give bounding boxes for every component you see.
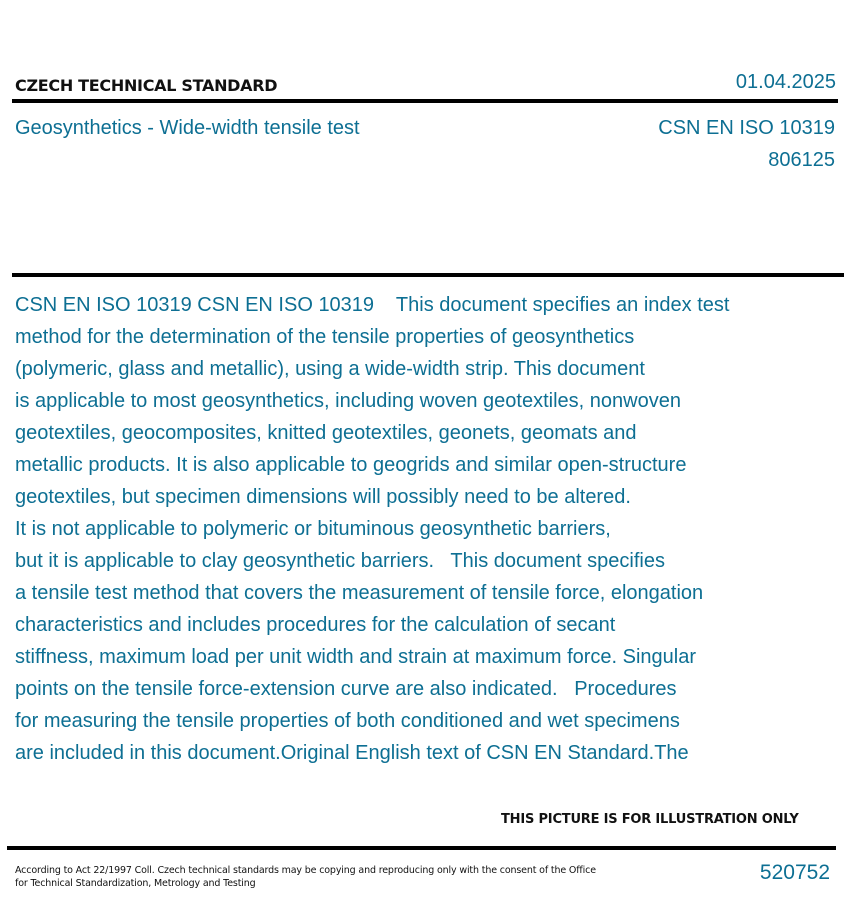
abstract-line: geotextiles, but specimen dimensions will possibly need to be altered.	[15, 486, 631, 508]
abstract-line: points on the tensile force-extension curve are also indicated. Procedures	[15, 678, 677, 700]
abstract-line: a tensile test method that covers the measurement of tensile force, elongation	[15, 582, 704, 604]
copyright-note-line: for Technical Standardization, Metrology and Testing	[15, 878, 256, 889]
footer-divider	[7, 846, 836, 850]
illustration-disclaimer: THIS PICTURE IS FOR ILLUSTRATION ONLY	[501, 812, 799, 827]
section-divider	[12, 273, 844, 277]
top-divider	[12, 99, 838, 103]
document-title: Geosynthetics - Wide-width tensile test	[15, 117, 360, 139]
abstract-line: geotextiles, geocomposites, knitted geotextiles, geonets, geomats and	[15, 422, 637, 444]
copyright-note-line: According to Act 22/1997 Coll. Czech technical standards may be copying and reproducing only with the consent of the Office	[15, 865, 596, 876]
abstract-line: stiffness, maximum load per unit width and strain at maximum force. Singular	[15, 646, 697, 668]
abstract-text	[15, 289, 815, 769]
catalog-number: 806125	[768, 149, 835, 171]
abstract-line: CSN EN ISO 10319 CSN EN ISO 10319 This document specifies an index test	[15, 294, 730, 316]
abstract-line: is applicable to most geosynthetics, including woven geotextiles, nonwoven	[15, 390, 681, 412]
abstract-line: but it is applicable to clay geosynthetic barriers. This document specifies	[15, 550, 665, 572]
issue-date: 01.04.2025	[735, 71, 836, 93]
abstract-line: It is not applicable to polymeric or bituminous geosynthetic barriers,	[15, 518, 611, 540]
abstract-line: for measuring the tensile properties of both conditioned and wet specimens	[15, 710, 680, 732]
document-id: 520752	[759, 861, 830, 884]
abstract-line: metallic products. It is also applicable to geogrids and similar open-structure	[15, 454, 687, 476]
abstract-line: method for the determination of the tensile properties of geosynthetics	[15, 326, 635, 348]
abstract-line: characteristics and includes procedures for the calculation of secant	[15, 614, 616, 636]
copyright-note	[15, 864, 596, 890]
abstract-line: are included in this document.Original English text of CSN EN Standard.The	[15, 742, 689, 764]
abstract-line: (polymeric, glass and metallic), using a wide-width strip. This document	[15, 358, 645, 380]
document-type-label: CZECH TECHNICAL STANDARD	[15, 76, 278, 95]
standard-number: CSN EN ISO 10319	[658, 117, 835, 139]
